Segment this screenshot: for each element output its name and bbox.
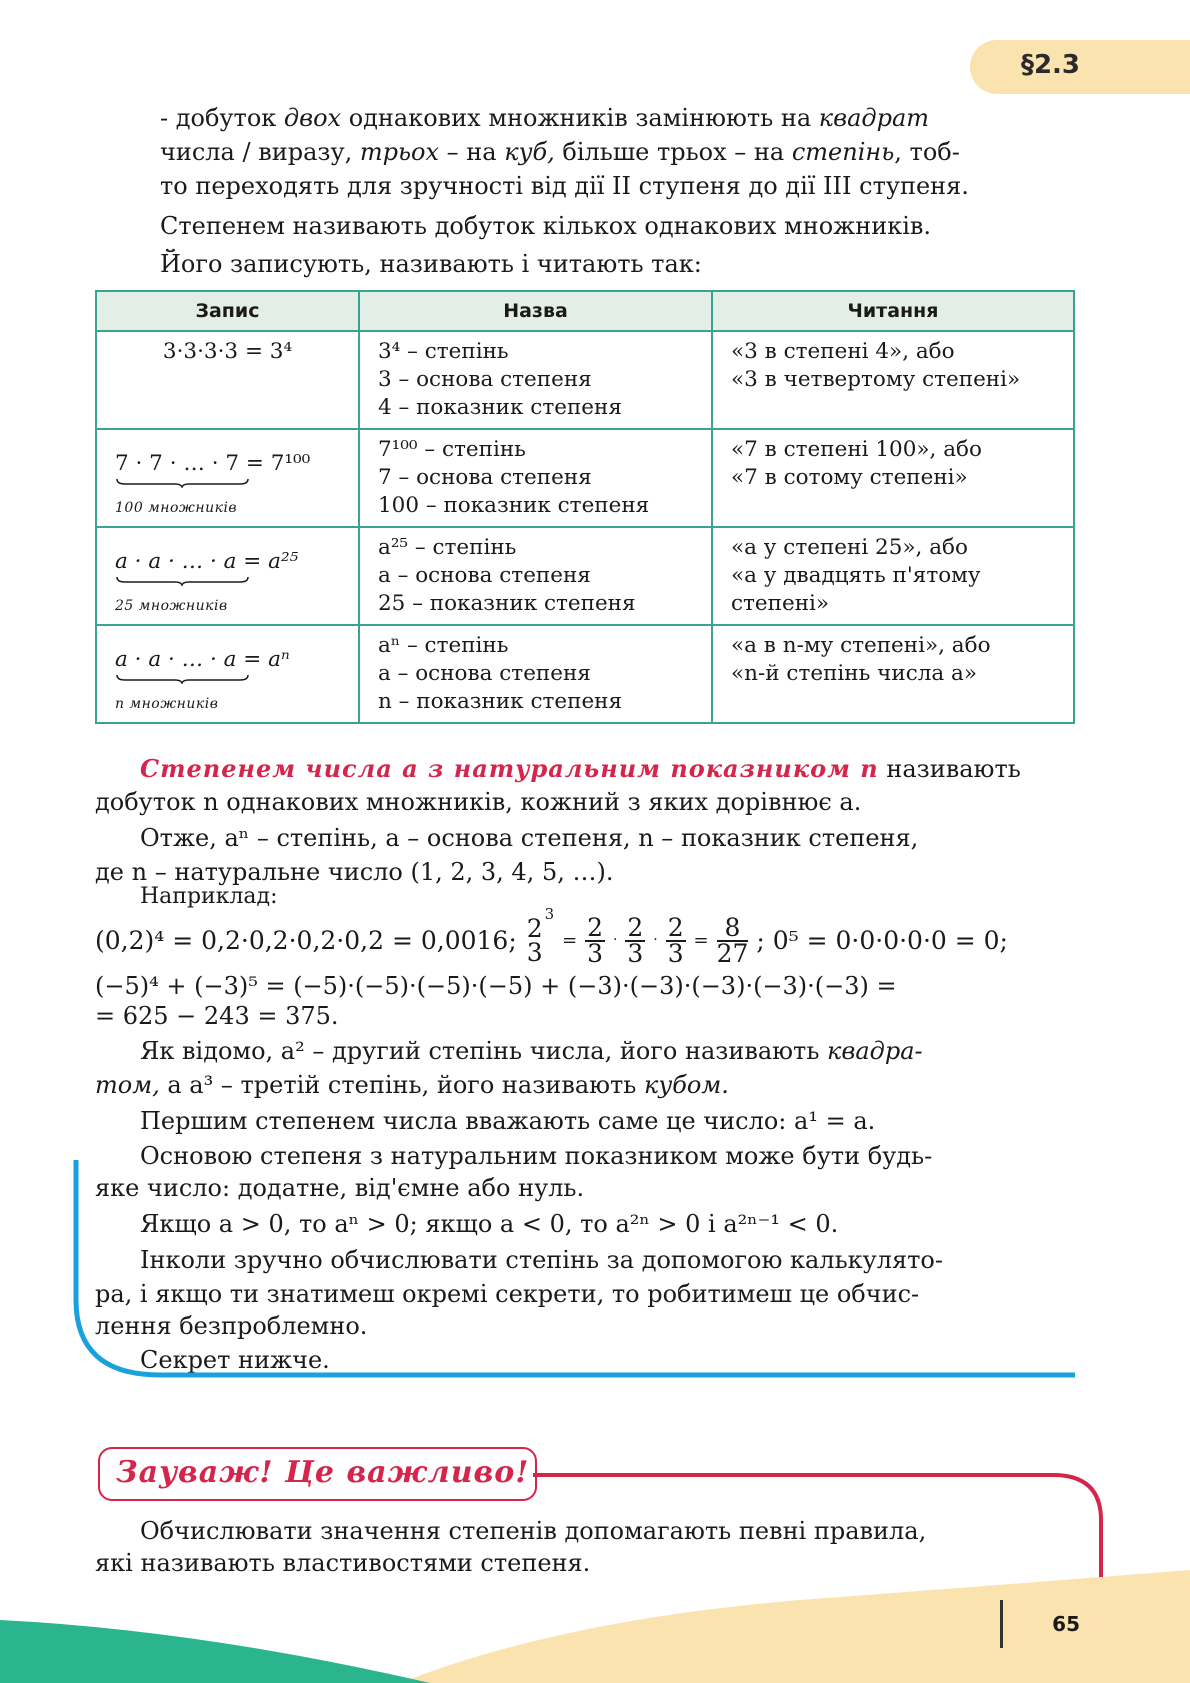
column-header-name: Назва (359, 291, 712, 331)
record-cell (96, 331, 359, 429)
equals-sign: = (693, 930, 709, 951)
fraction-denominator: 3 (587, 938, 604, 968)
note-title: Зауваж! Це важливо! (116, 1455, 530, 1490)
example-line-2b: = 625 − 243 = 375. (95, 1002, 339, 1030)
fraction-numerator: 2 (587, 912, 604, 942)
table-row (96, 527, 1074, 625)
fraction-denominator: 27 (716, 938, 749, 968)
intro-line-5: Його записують, називають і читають так: (160, 250, 702, 278)
underbrace-icon (115, 576, 250, 586)
definition-line-1 (140, 752, 1075, 786)
record-under-label: 25 множників (115, 598, 228, 614)
name-line: a²⁵ – степінь (378, 535, 517, 560)
reading-line: «a в n-му степені», або (731, 633, 991, 658)
reading-line: «3 в четвертому степені» (731, 367, 1021, 392)
record-cell (96, 625, 359, 723)
intro-text: , тоб- (894, 138, 960, 166)
note-title-box (98, 1447, 537, 1501)
reading-cell (712, 429, 1074, 527)
reading-cell (712, 527, 1074, 625)
fraction (585, 912, 605, 968)
body-p5: Якщо a > 0, то aⁿ > 0; якщо a < 0, то a²ⁿ > 0 і a²ⁿ⁻¹ < 0. (140, 1210, 839, 1238)
fraction-denominator: 3 (627, 938, 644, 968)
column-header-reading: Читання (712, 291, 1074, 331)
intro-text: однакових множників замінюють на (341, 104, 819, 132)
record-formula: a · a · … · a = aⁿ (115, 647, 290, 672)
reading-line: «7 в сотому степені» (731, 465, 968, 490)
reading-line: «a у двадцять п'ятому (731, 563, 981, 588)
page-number-divider (1000, 1600, 1003, 1648)
body-italic: кубом. (644, 1071, 729, 1099)
dot-sign: · (653, 932, 658, 948)
equals-sign: = (562, 930, 578, 951)
body-p6b: ра, і якщо ти знатимеш окремі секрети, то робитимеш це обчис- (95, 1280, 920, 1308)
fraction-numerator: 2 (667, 912, 684, 942)
definition-text: називають (878, 755, 1021, 783)
definition-term: Степенем числа a з натуральним показником n (140, 754, 879, 783)
intro-italic: степінь (791, 138, 895, 166)
record-formula: a · a · … · a = a²⁵ (115, 549, 299, 574)
body-p2a (140, 1035, 1080, 1068)
example-1-part-a: (0,2)⁴ = 0,2·0,2·0,2·0,2 = 0,0016; (95, 926, 517, 955)
body-p6a: Інколи зручно обчислювати степінь за допомогою калькулято- (140, 1246, 943, 1274)
body-p3: Першим степенем числа вважають саме це число: a¹ = a. (140, 1107, 876, 1135)
fraction (625, 912, 645, 968)
body-italic: том, (95, 1071, 160, 1099)
name-line: 7¹⁰⁰ – степінь (378, 437, 526, 462)
intro-line-3: то переходять для зручності від дії II ступеня до дії III ступеня. (160, 172, 969, 200)
reading-line: «a у степені 25», або (731, 535, 968, 560)
intro-text: – на (439, 138, 505, 166)
reading-line: «3 в степені 4», або (731, 339, 955, 364)
fraction-numerator: 2 (627, 912, 644, 942)
record-formula: 3·3·3·3 = 3⁴ (162, 339, 293, 364)
record-under-label: n множників (115, 696, 219, 712)
fraction (666, 912, 686, 968)
name-line: a – основа степеня (378, 661, 591, 686)
dot-sign: · (613, 932, 618, 948)
record-under-label: 100 множників (115, 500, 238, 516)
body-p1b: де n – натуральне число (1, 2, 3, 4, 5, …). (95, 858, 614, 886)
intro-italic: трьох (359, 138, 440, 166)
body-p4a: Основою степеня з натуральним показником може бути будь- (140, 1142, 933, 1170)
record-cell (96, 429, 359, 527)
table-header-row (96, 291, 1074, 331)
body-text: а a³ – третій степінь, його називають (159, 1071, 644, 1099)
section-label: §2.3 (1020, 50, 1080, 80)
reading-line: степені» (731, 591, 830, 616)
underbrace-icon (115, 674, 250, 684)
table-row (96, 625, 1074, 723)
reading-cell (712, 625, 1074, 723)
underbrace-icon (115, 478, 250, 488)
note-line-1: Обчислювати значення степенів допомагають певні правила, (140, 1517, 927, 1545)
name-line: 4 – показник степеня (378, 395, 622, 420)
body-p4b: яке число: додатне, від'ємне або нуль. (95, 1174, 585, 1202)
name-line: 100 – показник степеня (378, 493, 650, 518)
degree-table (95, 290, 1075, 724)
example-1-part-tail: ; 0⁵ = 0·0·0·0·0 = 0; (756, 926, 1008, 955)
definition-line-2: добуток n однакових множників, кожний з яких дорівнює a. (95, 788, 862, 816)
column-header-record: Запис (96, 291, 359, 331)
reading-line: «n-й степінь числа a» (731, 661, 978, 686)
name-line: 3 – основа степеня (378, 367, 592, 392)
example-line-2a: (−5)⁴ + (−3)⁵ = (−5)·(−5)·(−5)·(−5) + (−3)·(−3)·(−3)·(−3)·(−3) = (95, 972, 897, 1000)
body-p6c: лення безпроблемно. (95, 1312, 368, 1340)
intro-italic: квадрат (818, 104, 930, 132)
name-line: aⁿ – степінь (378, 633, 509, 658)
body-p2b (95, 1069, 1075, 1102)
body-p7: Секрет нижче. (140, 1346, 330, 1374)
example-label: Наприклад: (140, 884, 278, 909)
reading-cell (712, 331, 1074, 429)
body-italic: квадра- (827, 1037, 923, 1065)
fraction-denominator: 3 (667, 938, 684, 968)
intro-text: числа / виразу, (160, 138, 360, 166)
body-p1a: Отже, aⁿ – степінь, a – основа степеня, n – показник степеня, (140, 824, 919, 852)
intro-line-1 (160, 102, 1075, 135)
name-cell (359, 527, 712, 625)
example-line-1 (95, 898, 1080, 968)
fraction (716, 912, 749, 968)
name-line: n – показник степеня (378, 689, 623, 714)
name-line: a – основа степеня (378, 563, 591, 588)
name-cell (359, 429, 712, 527)
section-tab (970, 40, 1190, 94)
intro-text: більше трьох – на (554, 138, 792, 166)
fraction-numerator: 8 (717, 916, 749, 942)
table-row (96, 331, 1074, 429)
record-formula: 7 · 7 · … · 7 = 7¹⁰⁰ (115, 451, 311, 476)
bottom-decoration (0, 1560, 1190, 1683)
intro-line-2 (160, 136, 1075, 169)
intro-line-4: Степенем називають добуток кількох однакових множників. (160, 212, 932, 240)
note-line-2: які називають властивостями степеня. (95, 1549, 591, 1577)
record-cell (96, 527, 359, 625)
blue-bracket-decoration (70, 1160, 1080, 1380)
fraction-numerator: 2 (526, 913, 543, 943)
intro-italic: куб, (504, 138, 555, 166)
intro-text: - добуток (160, 104, 284, 132)
name-line: 3⁴ – степінь (378, 339, 509, 364)
body-text: Як відомо, a² – другий степінь числа, його називають (140, 1037, 828, 1065)
name-line: 25 – показник степеня (378, 591, 636, 616)
exponent: 3 (544, 905, 555, 923)
intro-italic: двох (283, 104, 342, 132)
reading-line: «7 в степені 100», або (731, 437, 982, 462)
table-row (96, 429, 1074, 527)
fraction-denominator: 3 (526, 937, 543, 967)
name-cell (359, 625, 712, 723)
name-line: 7 – основа степеня (378, 465, 592, 490)
page-number: 65 (1052, 1612, 1080, 1636)
name-cell (359, 331, 712, 429)
fraction (525, 913, 545, 967)
